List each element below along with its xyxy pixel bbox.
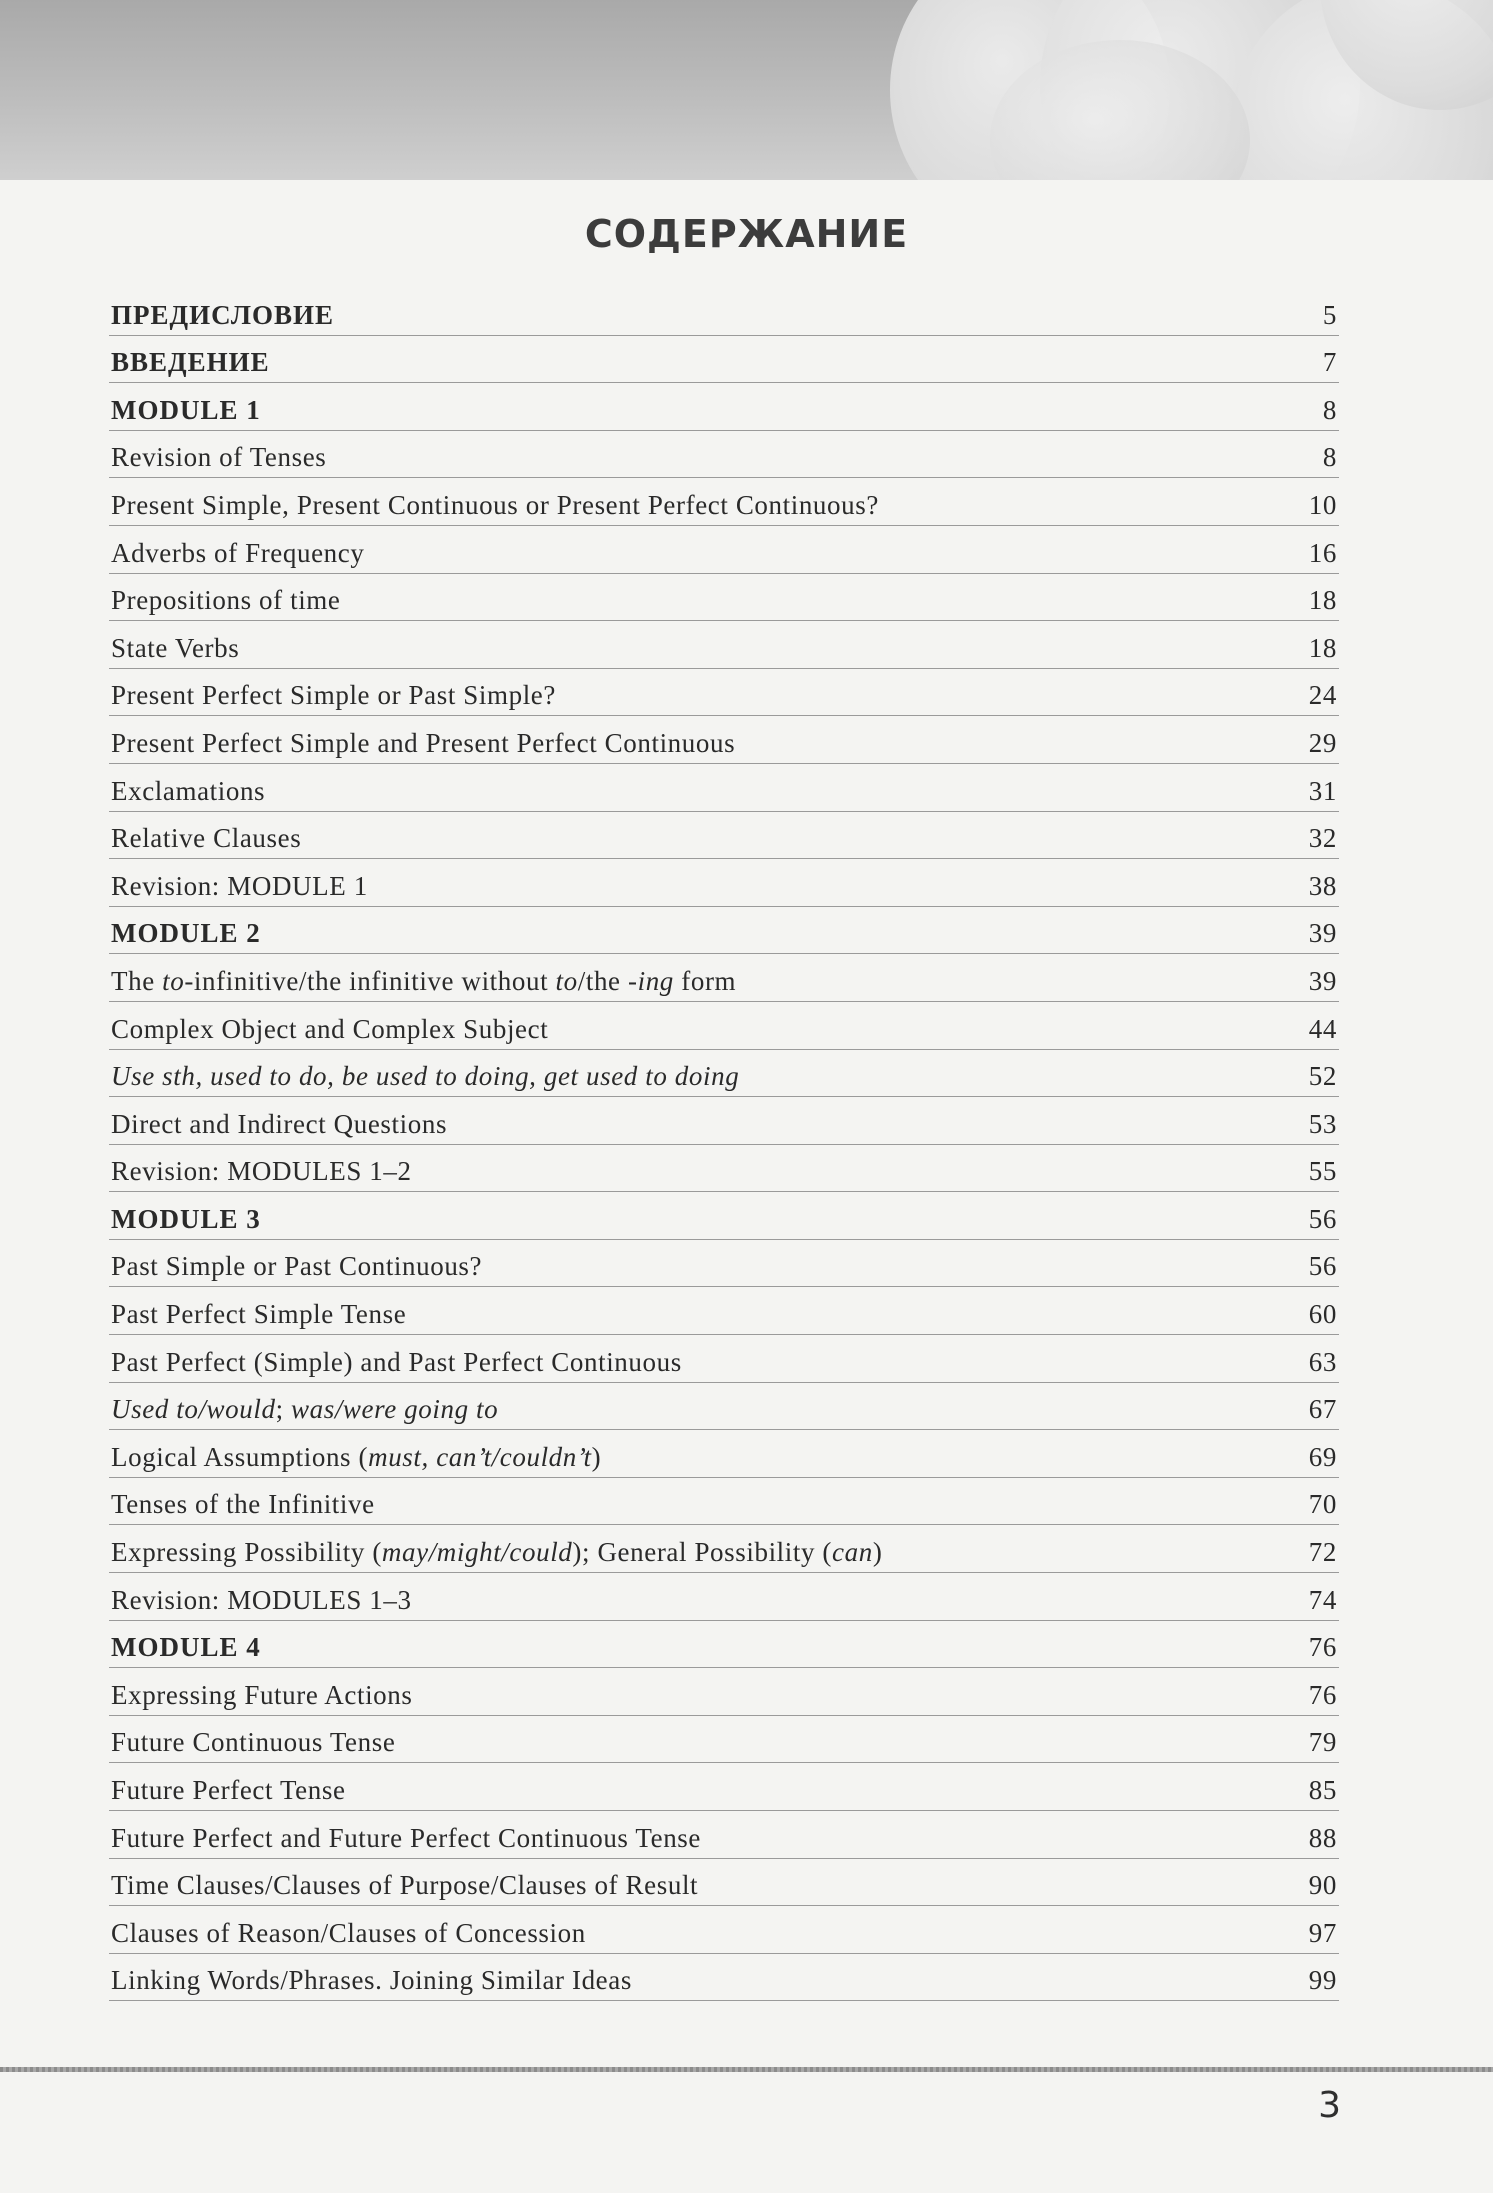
toc-title-segment: -ing	[628, 965, 674, 996]
toc-entry-title	[111, 1870, 698, 1901]
toc-section-heading	[109, 907, 1339, 955]
toc-title-segment: Revision of Tenses	[111, 442, 327, 473]
toc-title-segment: Prepositions of time	[111, 585, 341, 616]
toc-title-segment: )	[872, 1537, 883, 1568]
toc-page-number: 60	[1308, 1299, 1337, 1330]
toc-entry	[109, 1240, 1339, 1288]
toc-page-number: 88	[1308, 1822, 1337, 1853]
toc-entry	[109, 1383, 1339, 1431]
toc-entry-title	[111, 1394, 498, 1425]
toc-section-heading	[109, 336, 1339, 384]
toc-entry-title	[111, 1823, 701, 1854]
toc-entry	[109, 574, 1339, 622]
toc-title-segment: )	[591, 1441, 602, 1472]
page-title: СОДЕРЖАНИЕ	[584, 212, 909, 256]
toc-entry-title	[111, 585, 341, 616]
toc-title-segment: -infinitive/the infinitive without	[184, 965, 556, 996]
toc-title-segment: Past Perfect Simple Tense	[111, 1299, 407, 1330]
toc-page-number: 31	[1308, 775, 1337, 806]
toc-title-segment: Time Clauses/Clauses of Purpose/Clauses of Result	[111, 1870, 699, 1901]
toc-page-number: 10	[1308, 489, 1337, 520]
toc-title-segment: Exclamations	[111, 775, 266, 806]
toc-title-segment: to	[555, 965, 578, 996]
toc-title-segment: must, can’t/couldn’t	[368, 1441, 592, 1472]
toc-title-segment: was/were going to	[291, 1394, 499, 1425]
toc-entry	[109, 1954, 1339, 2002]
toc-page-number: 76	[1308, 1679, 1337, 1710]
toc-entry	[109, 1859, 1339, 1907]
toc-title-segment: Present Perfect Simple or Past Simple?	[111, 680, 556, 711]
toc-entry-title	[111, 1347, 682, 1378]
toc-entry-title	[111, 490, 879, 521]
toc-page-number: 8	[1322, 442, 1337, 473]
toc-entry	[109, 1478, 1339, 1526]
toc-page-number: 29	[1308, 727, 1337, 758]
toc-page-number: 7	[1322, 347, 1337, 378]
page-number: 3	[1318, 2085, 1341, 2126]
toc-entry	[109, 1430, 1339, 1478]
toc-entry-title	[111, 823, 301, 854]
header-decorative-band	[0, 0, 1493, 180]
toc-page-number: 69	[1308, 1441, 1337, 1472]
toc-title-segment: ВВЕДЕНИЕ	[111, 347, 270, 378]
toc-page-number: 55	[1308, 1156, 1337, 1187]
toc-entry	[109, 1525, 1339, 1573]
toc-title-segment: Logical Assumptions (	[111, 1441, 369, 1472]
toc-section-heading	[109, 288, 1339, 336]
toc-entry-title	[111, 1061, 739, 1092]
toc-page-number: 56	[1308, 1251, 1337, 1282]
toc-entry-title	[111, 633, 239, 664]
toc-title-segment: Used to/would	[111, 1394, 276, 1425]
toc-entry-title	[111, 966, 736, 997]
toc-entry	[109, 478, 1339, 526]
toc-entry	[109, 812, 1339, 860]
toc-entry	[109, 621, 1339, 669]
toc-page-number: 16	[1308, 537, 1337, 568]
toc-title-segment: ;	[275, 1394, 292, 1425]
toc-page-number: 74	[1308, 1584, 1337, 1615]
toc-title-segment: MODULE 4	[111, 1632, 261, 1663]
toc-page-number: 32	[1308, 823, 1337, 854]
toc-page-number: 5	[1322, 299, 1337, 330]
toc-entry	[109, 1811, 1339, 1859]
toc-entry-title	[111, 918, 261, 949]
toc-entry	[109, 1668, 1339, 1716]
toc-section-heading	[109, 383, 1339, 431]
toc-entry	[109, 669, 1339, 717]
toc-page-number: 38	[1308, 870, 1337, 901]
toc-title-segment: Expressing Future Actions	[111, 1679, 413, 1710]
toc-entry	[109, 1050, 1339, 1098]
toc-entry-title	[111, 1442, 601, 1473]
toc-title-segment: /the	[577, 965, 628, 996]
toc-entry	[109, 431, 1339, 479]
toc-title-segment: Relative Clauses	[111, 823, 302, 854]
toc-title-segment: Present Simple, Present Continuous or Present Perfect Continuous?	[111, 489, 879, 520]
toc-page-number: 39	[1308, 965, 1337, 996]
toc-page-number: 67	[1308, 1394, 1337, 1425]
toc-entry-title	[111, 1632, 261, 1663]
toc-page-number: 85	[1308, 1775, 1337, 1805]
toc-entry-title	[111, 728, 735, 759]
toc-entry-title	[111, 1156, 412, 1187]
toc-title-segment: Future Continuous Tense	[111, 1727, 396, 1758]
toc-entry-title	[111, 776, 265, 807]
toc-title-segment: Use sth, used to do, be used to doing, get used to doing	[111, 1061, 740, 1092]
toc-entry	[109, 1287, 1339, 1335]
toc-page-number: 97	[1308, 1917, 1337, 1948]
toc-title-segment: Future Perfect and Future Perfect Continuous Tense	[111, 1822, 701, 1853]
toc-title-segment: Linking Words/Phrases. Joining Similar Ideas	[111, 1965, 632, 1996]
toc-title-segment: Present Perfect Simple and Present Perfect Continuous	[111, 727, 736, 758]
toc-entry-title	[111, 1585, 412, 1616]
toc-entry	[109, 526, 1339, 574]
toc-page-number: 53	[1308, 1108, 1337, 1139]
toc-entry	[109, 1906, 1339, 1954]
toc-entry	[109, 1335, 1339, 1383]
toc-title-segment: can	[832, 1537, 873, 1568]
toc-section-heading	[109, 1192, 1339, 1240]
toc-entry	[109, 1763, 1339, 1811]
toc-title-segment: ); General Possibility (	[572, 1537, 833, 1568]
toc-entry-title	[111, 871, 368, 902]
toc-page-number: 18	[1308, 585, 1337, 616]
toc-entry-title	[111, 442, 326, 473]
toc-entry-title	[111, 300, 334, 331]
toc-entry	[109, 1716, 1339, 1764]
toc-title-segment: Past Simple or Past Continuous?	[111, 1251, 483, 1282]
toc-entry-title	[111, 538, 364, 569]
toc-entry-title	[111, 1775, 346, 1806]
toc-page-number: 90	[1308, 1870, 1337, 1901]
toc-entry	[109, 1097, 1339, 1145]
toc-page-number: 24	[1308, 680, 1337, 711]
toc-title-segment: to	[162, 965, 185, 996]
toc-entry	[109, 716, 1339, 764]
toc-page-number: 79	[1308, 1727, 1337, 1758]
toc-entry-title	[111, 1965, 632, 1996]
toc-entry-title	[111, 1537, 882, 1568]
toc-entry-title	[111, 1489, 375, 1520]
toc-title-segment: Clauses of Reason/Clauses of Concession	[111, 1917, 586, 1948]
toc-page-number: 99	[1308, 1965, 1337, 1996]
toc-title-segment: MODULE 1	[111, 394, 261, 425]
footer-divider	[0, 2067, 1493, 2072]
toc-entry-title	[111, 1204, 261, 1235]
toc-section-heading	[109, 1621, 1339, 1669]
toc-title-segment: Past Perfect (Simple) and Past Perfect Continuous	[111, 1346, 682, 1377]
toc-title-segment: Adverbs of Frequency	[111, 537, 365, 568]
toc-entry-title	[111, 1680, 412, 1711]
toc-title-segment: Future Perfect Tense	[111, 1775, 346, 1805]
toc-page-number: 63	[1308, 1346, 1337, 1377]
toc-title-segment: Revision: MODULES 1–3	[111, 1584, 412, 1615]
toc-title-segment: may/might/could	[381, 1537, 573, 1568]
table-of-contents	[109, 288, 1339, 2001]
toc-entry	[109, 764, 1339, 812]
toc-entry	[109, 859, 1339, 907]
toc-page-number: 39	[1308, 918, 1337, 949]
toc-entry-title	[111, 1299, 406, 1330]
toc-page-number: 70	[1308, 1489, 1337, 1520]
toc-entry-title	[111, 395, 261, 426]
toc-entry-title	[111, 1014, 548, 1045]
toc-entry	[109, 1002, 1339, 1050]
toc-entry-title	[111, 680, 556, 711]
toc-page-number: 72	[1308, 1537, 1337, 1568]
toc-title-segment: Tenses of the Infinitive	[111, 1489, 375, 1520]
toc-title-segment: Revision: MODULES 1–2	[111, 1156, 412, 1187]
toc-title-segment: Complex Object and Complex Subject	[111, 1013, 549, 1044]
toc-entry-title	[111, 1109, 447, 1140]
toc-page-number: 76	[1308, 1632, 1337, 1663]
toc-title-segment: ПРЕДИСЛОВИЕ	[111, 299, 335, 330]
toc-entry	[109, 954, 1339, 1002]
toc-entry-title	[111, 1727, 395, 1758]
toc-page-number: 56	[1308, 1203, 1337, 1234]
toc-title-segment: MODULE 2	[111, 918, 261, 949]
toc-title-segment: Expressing Possibility (	[111, 1537, 382, 1568]
toc-title-segment: form	[673, 965, 737, 996]
toc-entry-title	[111, 1251, 482, 1282]
toc-entry-title	[111, 347, 270, 378]
toc-title-segment: State Verbs	[111, 632, 240, 663]
toc-title-segment: Direct and Indirect Questions	[111, 1108, 448, 1139]
toc-page-number: 8	[1322, 394, 1337, 425]
toc-entry	[109, 1145, 1339, 1193]
toc-title-segment: Revision: MODULE 1	[111, 870, 368, 901]
toc-page-number: 18	[1308, 632, 1337, 663]
toc-page-number: 52	[1308, 1061, 1337, 1092]
toc-page-number: 44	[1308, 1013, 1337, 1044]
toc-entry-title	[111, 1918, 586, 1949]
toc-entry	[109, 1573, 1339, 1621]
toc-title-segment: The	[111, 965, 163, 996]
toc-title-segment: MODULE 3	[111, 1203, 261, 1234]
